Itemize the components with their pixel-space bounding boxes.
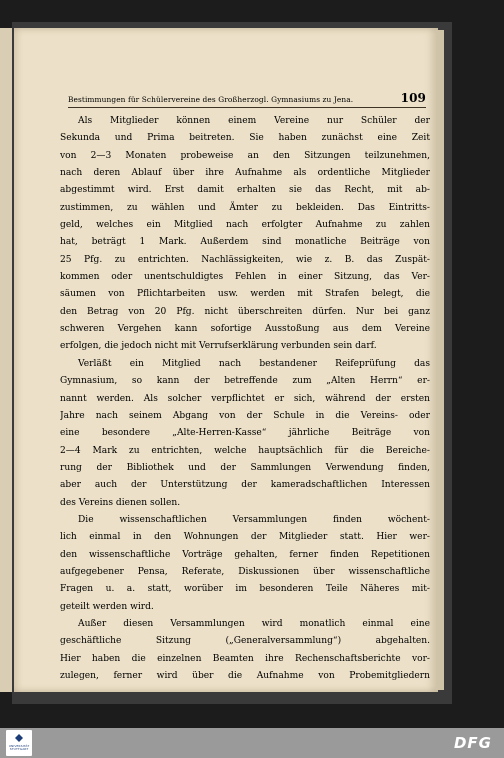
footer-bar <box>0 728 504 758</box>
text-line: säumen von Pflichtarbeiten usw. werden mit Strafen belegt, die <box>60 289 430 300</box>
text-line: den wissenschaftliche Vorträge gehalten, ferner finden Repetitionen <box>60 549 430 560</box>
text-line: des Vereins dienen sollen. <box>60 497 181 508</box>
text-line: zulegen, ferner wird über die Aufnahme von Probemitgliedern <box>60 671 430 681</box>
text-line: kommen oder unentschuldigtes Fehlen in einer Sitzung, das Ver- <box>60 272 430 283</box>
text-line: eine besondere „Alte-Herren-Kasse“ jährliche Beiträge von <box>60 428 430 439</box>
header-rule <box>68 107 426 108</box>
university-logo <box>6 730 32 756</box>
text-line: Gymnasium, so kann der betreffende zum „Alten Herrn“ er- <box>60 376 430 387</box>
text-line: den Betrag von 20 Pfg. nicht überschreiten dürfen. Nur bei ganz <box>60 306 430 317</box>
text-line: aufgegebener Pensa, Referate, Diskussionen über wissenschaftliche <box>60 566 430 577</box>
text-line: geschäftliche Sitzung („Generalversammlung“) abgehalten. <box>60 636 430 647</box>
university-logo-mark-icon <box>15 734 23 742</box>
running-head-title: Bestimmungen für Schülervereine des Großherzogl. Gymnasiums zu Jena. <box>68 95 354 104</box>
text-line: zustimmen, zu wählen und Ämter zu bekleiden. Das Eintritts- <box>60 202 430 213</box>
university-logo-text: UNIVERSITÄT STUTTGART <box>8 744 30 752</box>
text-line: Die wissenschaftlichen Versammlungen finden wöchent- <box>78 514 430 525</box>
text-line: Sekunda und Prima beitreten. Sie haben zunächst eine Zeit <box>60 133 430 144</box>
text-line: Fragen u. a. statt, worüber im besonderen Teile Näheres mit- <box>60 584 430 595</box>
text-line: abgestimmt wird. Erst damit erhalten sie das Recht, mit ab- <box>60 185 430 196</box>
text-line: lich einmal in den Wohnungen der Mitglieder statt. Hier wer- <box>60 532 430 543</box>
page-number: 109 <box>400 91 426 105</box>
text-line: Jahre nach seinem Abgang von der Schule in die Vereins- oder <box>60 410 430 421</box>
body-text <box>60 113 430 685</box>
text-line: Als Mitglieder können einem Vereine nur Schüler der <box>78 116 430 126</box>
text-line: nach deren Ablauf über ihre Aufnahme als ordentliche Mitglieder <box>60 168 430 179</box>
text-line: Hier haben die einzelnen Beamten ihre Rechenschaftsberichte vor- <box>60 653 430 664</box>
text-line: schweren Vergehen kann sofortige Ausstoßung aus dem Vereine <box>60 324 430 335</box>
text-line: erfolgen, die jedoch nicht mit Verrufserklärung verbunden sein darf. <box>60 341 377 352</box>
text-line: aber auch der Unterstützung der kameradschaftlichen Interessen <box>60 480 430 491</box>
text-line: geteilt werden wird. <box>60 601 154 612</box>
text-line: hat, beträgt 1 Mark. Außerdem sind monatliche Beiträge von <box>60 237 430 248</box>
text-line: Außer diesen Versammlungen wird monatlich einmal eine <box>78 618 430 629</box>
dfg-logo: DFG <box>453 734 492 752</box>
text-line: rung der Bibliothek und der Sammlungen Verwendung finden, <box>60 462 430 473</box>
text-line: von 2—3 Monaten probeweise an den Sitzungen teilzunehmen, <box>60 150 430 161</box>
text-line: geld, welches ein Mitglied nach erfolgter Aufnahme zu zahlen <box>60 220 430 231</box>
text-line: nannt werden. Als solcher verpflichtet er sich, während der ersten <box>60 393 430 404</box>
running-head <box>68 91 428 105</box>
text-line: 25 Pfg. zu entrichten. Nachlässigkeiten, wie z. B. das Zuspät- <box>60 254 430 265</box>
text-line: 2—4 Mark zu entrichten, welche hauptsächlich für die Bereiche- <box>60 445 430 456</box>
page-right-edge <box>436 30 444 690</box>
text-line: Verläßt ein Mitglied nach bestandener Reifeprüfung das <box>78 358 430 369</box>
